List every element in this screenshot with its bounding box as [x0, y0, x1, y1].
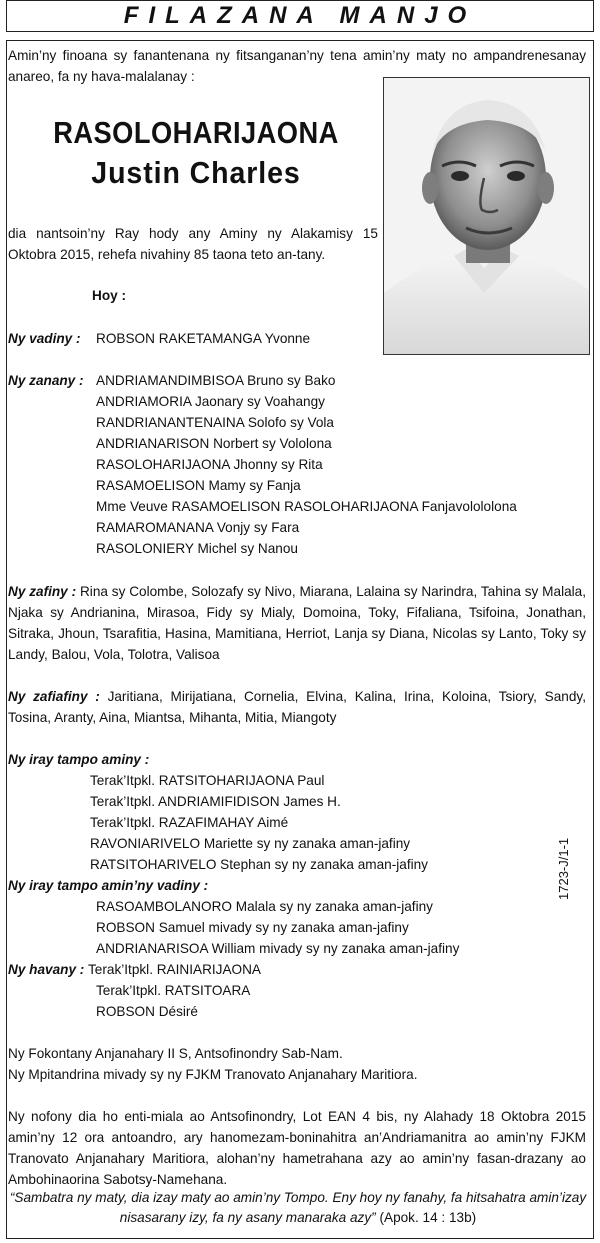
funeral-paragraph: Ny nofony dia ho enti-miala ao Antsofinondry, Lot EAN 4 bis, ny Alahady 18 Oktobra 2015 amin’ny 12 ora antoandro, ary hanomezam-boninahitra an’Andriamanitra ao amin’ny FJKM Tranovato Anjanahary Maritiora, alohan’ny hametrahana azy ao amin’ny fasan-drazany ao Ambohinaorina Sabotsy-Namehana.	[8, 1109, 586, 1187]
list-item: Terak’Itpkl. RAINIARIJAONA	[88, 962, 261, 977]
list-item: ANDRIAMORIA Jaonary sy Voahangy	[96, 394, 325, 409]
fokontany-line: Ny Fokontany Anjanahary II S, Antsofinondry Sab-Nam.	[8, 1046, 343, 1061]
zafiny-text: Rina sy Colombe, Solozafy sy Nivo, Miarana, Lalaina sy Narindra, Tahina sy Malala, Njaka sy Andrianina, Mirasoa, Fidy sy Mialy, Domoina, Toky, Fifaliana, Tsifoina, Jonathan, Sitraka, Jhoun, Tsarafitia, Hasina, Mamitiana, Herriot, Lanja sy Diana, Nicolas sy Lanto, Toky sy Landy, Balou, Vola, Tolotra, Valisoa	[8, 584, 587, 662]
deceased-portrait	[383, 77, 590, 355]
page-title: FILAZANA MANJO	[123, 2, 477, 29]
header-banner	[6, 0, 594, 32]
vadiny-label: Ny vadiny :	[8, 331, 81, 346]
hoy-label: Hoy :	[92, 288, 126, 303]
mpitandrina-line: Ny Mpitandrina mivady sy ny FJKM Tranovato Anjanahary Maritiora.	[8, 1067, 418, 1082]
list-item: RAVONIARIVELO Mariette sy ny zanaka aman-jafiny	[90, 836, 411, 851]
deceased-given-names: Justin Charles	[91, 155, 301, 190]
tampo-aminy-label-row	[8, 749, 149, 770]
list-item: Terak’Itpkl. ANDRIAMIFIDISON James H.	[90, 794, 341, 809]
zafiafiny-paragraph	[8, 686, 586, 728]
list-item: RANDRIANANTENAINA Solofo sy Vola	[96, 415, 334, 430]
deceased-surname: RASOLOHARIJAONA	[53, 115, 339, 150]
quote-text: “Sambatra ny maty, dia izay maty ao amin’ny Tompo. Eny hoy ny fanahy, fa hitsahatra amin’izay nisasarany izy, fa ny asany manaraka azy”	[9, 1190, 587, 1225]
list-item: RASOLONIERY Michel sy Nanou	[96, 541, 298, 556]
list-item: ANDRIAMANDIMBISOA Bruno sy Bako	[96, 373, 336, 388]
death-notice: dia nantsoin’ny Ray hody any Aminy ny Alakamisy 15 Oktobra 2015, rehefa nivahiny 85 taona teto an-tany.	[8, 226, 378, 262]
list-item: ANDRIANARISOA William mivady sy ny zanaka aman-jafiny	[96, 941, 460, 956]
zafiny-label: Ny zafiny :	[8, 584, 77, 599]
list-item: Terak’Itpkl. RATSITOARA	[96, 983, 251, 998]
list-item: Terak’Itpkl. RATSITOHARIJAONA Paul	[90, 773, 325, 788]
zafiafiny-label: Ny zafiafiny :	[8, 689, 100, 704]
zafiny-paragraph	[8, 581, 586, 665]
list-item: RATSITOHARIVELO Stephan sy ny zanaka aman-jafiny	[90, 857, 428, 872]
vadiny-row	[8, 328, 311, 349]
portrait-image	[384, 78, 589, 354]
reference-code: 1723-J/1-1	[556, 837, 571, 900]
list-item: Terak’Itpkl. RAZAFIMAHAY Aimé	[90, 815, 289, 830]
list-item: ROBSON Samuel mivady sy ny zanaka aman-jafiny	[96, 920, 409, 935]
bible-quote	[8, 1188, 588, 1228]
list-item: ANDRIANARISON Norbert sy Vololona	[96, 436, 332, 451]
list-item: ROBSON Désiré	[96, 1004, 198, 1019]
tampo-vadiny-label: Ny iray tampo amin’ny vadiny :	[8, 878, 209, 893]
tampo-aminy-label: Ny iray tampo aminy :	[8, 752, 150, 767]
list-item: Mme Veuve RASAMOELISON RASOLOHARIJAONA Fanjavolololona	[96, 499, 517, 514]
tampo-vadiny-label-row	[8, 875, 208, 896]
list-item: RASOLOHARIJAONA Jhonny sy Rita	[96, 457, 323, 472]
list-item: RAMAROMANANA Vonjy sy Fara	[96, 520, 300, 535]
intro-paragraph: Amin’ny finoana sy fanantenana ny fitsanganan’ny tena amin’ny maty no ampandrenesanay anareo, fa ny hava-malalanay :	[8, 48, 586, 84]
deceased-name	[8, 113, 384, 193]
zanany-label: Ny zanany :	[8, 373, 84, 388]
list-item: RASAMOELISON Mamy sy Fanja	[96, 478, 301, 493]
havany-label: Ny havany :	[8, 962, 85, 977]
zafiafiny-text: Jaritiana, Mirijatiana, Cornelia, Elvina, Kalina, Irina, Koloina, Tsiory, Sandy, Tosina, Aranty, Aina, Miantsa, Mihanta, Mitia, Miangoty	[8, 689, 586, 725]
vadiny-value: ROBSON RAKETAMANGA Yvonne	[96, 331, 311, 346]
havany-label-row	[8, 959, 84, 980]
zanany-label-row	[8, 370, 84, 391]
list-item: RASOAMBOLANORO Malala sy ny zanaka aman-jafiny	[96, 899, 433, 914]
quote-reference: (Apok. 14 : 13b)	[379, 1210, 477, 1225]
